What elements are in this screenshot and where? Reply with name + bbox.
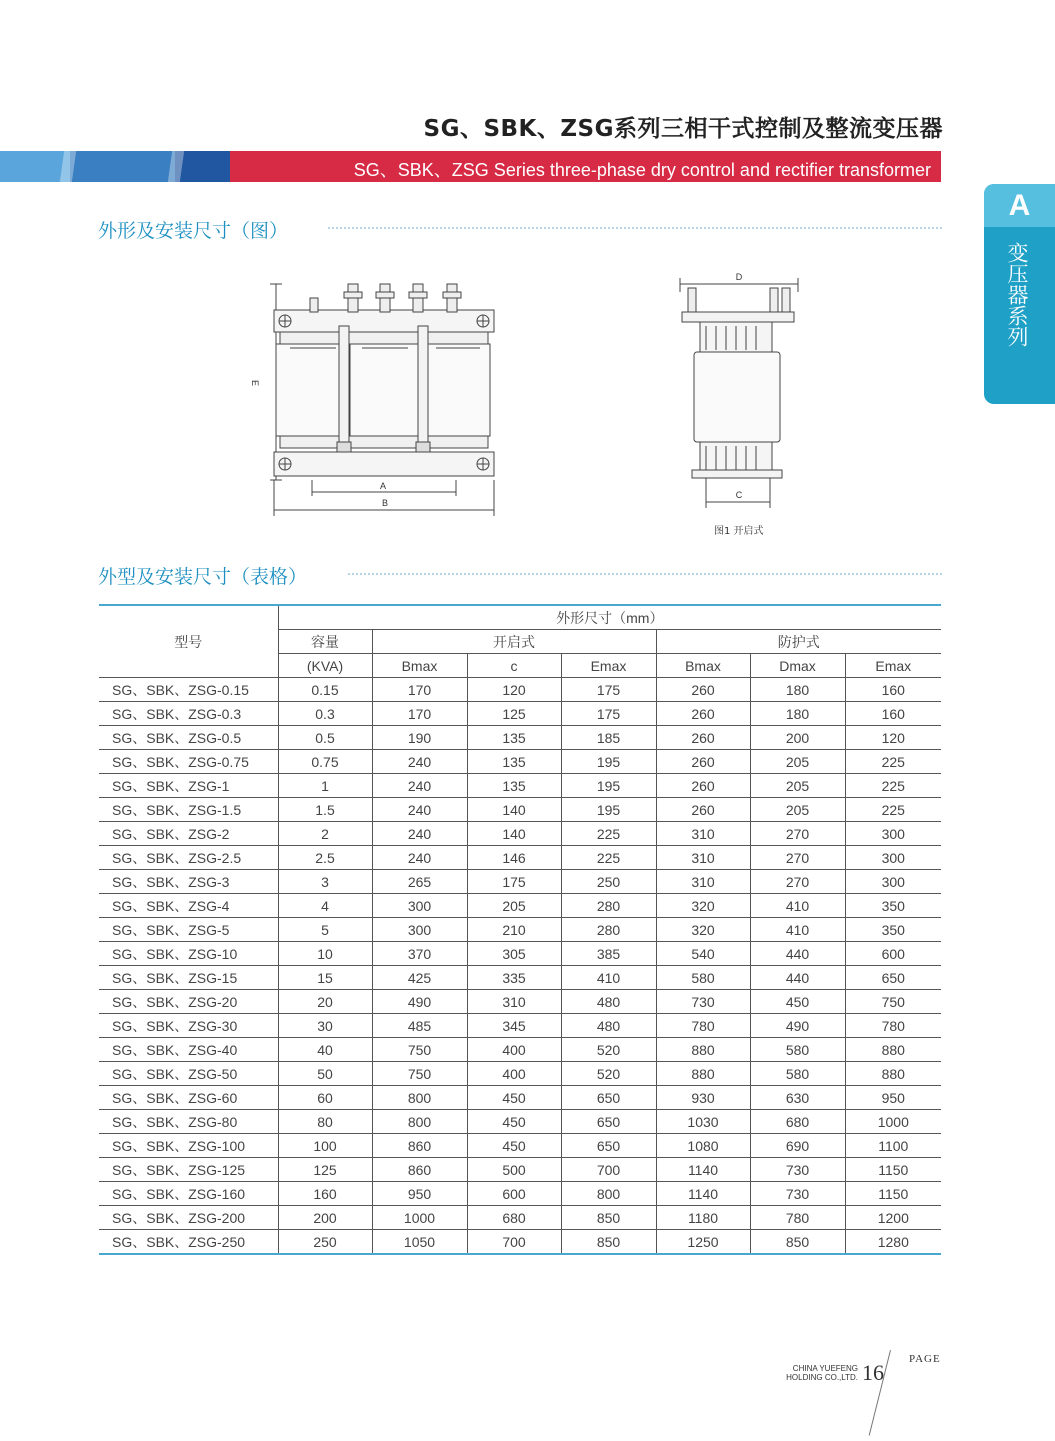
cell-capacity: 1.5	[278, 798, 372, 822]
cell-protect-dmax: 730	[750, 1182, 845, 1206]
cell-protect-dmax: 270	[750, 870, 845, 894]
cell-protect-dmax: 410	[750, 918, 845, 942]
subheader-dmax: Dmax	[750, 654, 845, 678]
cell-protect-bmax: 260	[656, 798, 750, 822]
cell-open-c: 600	[467, 1182, 561, 1206]
cell-protect-emax: 120	[845, 726, 941, 750]
table-row	[99, 1158, 941, 1182]
cell-open-c: 146	[467, 846, 561, 870]
figure-caption: 图1 开启式	[714, 526, 764, 537]
section-divider	[348, 573, 942, 575]
cell-protect-bmax: 880	[656, 1038, 750, 1062]
header-capacity: 容量	[278, 630, 372, 654]
cell-open-emax: 410	[561, 966, 656, 990]
section-divider	[328, 227, 942, 229]
cell-protect-bmax: 1250	[656, 1230, 750, 1255]
cell-protect-emax: 750	[845, 990, 941, 1014]
cell-capacity: 100	[278, 1134, 372, 1158]
cell-open-bmax: 240	[372, 774, 467, 798]
table-row	[99, 1086, 941, 1110]
cell-open-c: 450	[467, 1086, 561, 1110]
cell-model: SG、SBK、ZSG-100	[99, 1134, 278, 1158]
table-row	[99, 678, 941, 702]
cell-protect-bmax: 930	[656, 1086, 750, 1110]
cell-capacity: 0.3	[278, 702, 372, 726]
cell-protect-bmax: 540	[656, 942, 750, 966]
cell-capacity: 5	[278, 918, 372, 942]
cell-protect-emax: 160	[845, 678, 941, 702]
company-name-line: HOLDING CO.,LTD.	[786, 1373, 858, 1382]
cell-open-bmax: 240	[372, 822, 467, 846]
cell-open-c: 335	[467, 966, 561, 990]
cell-protect-dmax: 580	[750, 1062, 845, 1086]
cell-protect-emax: 300	[845, 846, 941, 870]
cell-protect-bmax: 1180	[656, 1206, 750, 1230]
cell-open-bmax: 490	[372, 990, 467, 1014]
cell-capacity: 125	[278, 1158, 372, 1182]
cell-open-c: 135	[467, 726, 561, 750]
cell-open-emax: 280	[561, 918, 656, 942]
cell-open-c: 400	[467, 1038, 561, 1062]
cell-open-bmax: 170	[372, 678, 467, 702]
cell-open-c: 210	[467, 918, 561, 942]
cell-protect-dmax: 270	[750, 846, 845, 870]
table-row	[99, 894, 941, 918]
cell-open-bmax: 265	[372, 870, 467, 894]
cell-protect-emax: 1280	[845, 1230, 941, 1255]
cell-protect-dmax: 410	[750, 894, 845, 918]
company-name-line: CHINA YUEFENG	[792, 1364, 858, 1373]
cell-model: SG、SBK、ZSG-5	[99, 918, 278, 942]
header-open-type: 开启式	[372, 630, 656, 654]
cell-protect-emax: 300	[845, 822, 941, 846]
subheader-emax: Emax	[845, 654, 941, 678]
cell-capacity: 2.5	[278, 846, 372, 870]
cell-protect-dmax: 680	[750, 1110, 845, 1134]
cell-open-bmax: 240	[372, 750, 467, 774]
cell-protect-emax: 225	[845, 774, 941, 798]
cell-protect-bmax: 780	[656, 1014, 750, 1038]
cell-open-bmax: 750	[372, 1062, 467, 1086]
cell-protect-bmax: 1140	[656, 1182, 750, 1206]
cell-protect-bmax: 730	[656, 990, 750, 1014]
cell-protect-bmax: 310	[656, 822, 750, 846]
transformer-drawing	[240, 270, 820, 550]
cell-open-bmax: 950	[372, 1182, 467, 1206]
cell-open-bmax: 190	[372, 726, 467, 750]
cell-protect-dmax: 200	[750, 726, 845, 750]
cell-protect-dmax: 450	[750, 990, 845, 1014]
table-row	[99, 750, 941, 774]
cell-protect-bmax: 1140	[656, 1158, 750, 1182]
cell-protect-dmax: 270	[750, 822, 845, 846]
header-dimensions: 外形尺寸（mm）	[278, 605, 941, 630]
cell-protect-bmax: 260	[656, 702, 750, 726]
cell-capacity: 10	[278, 942, 372, 966]
cell-protect-emax: 880	[845, 1062, 941, 1086]
side-tab-label: 变压器系列	[1005, 242, 1029, 347]
cell-capacity: 40	[278, 1038, 372, 1062]
cell-open-c: 205	[467, 894, 561, 918]
page-subtitle-en: SG、SBK、ZSG Series three-phase dry control and rectifier transformer	[353, 160, 931, 180]
cell-protect-dmax: 730	[750, 1158, 845, 1182]
cell-open-emax: 185	[561, 726, 656, 750]
page-label: PAGE	[909, 1353, 941, 1365]
table-row	[99, 1206, 941, 1230]
cell-capacity: 4	[278, 894, 372, 918]
cell-open-emax: 700	[561, 1158, 656, 1182]
cell-open-emax: 175	[561, 702, 656, 726]
cell-open-c: 135	[467, 774, 561, 798]
cell-open-c: 310	[467, 990, 561, 1014]
cell-protect-emax: 1150	[845, 1182, 941, 1206]
table-row	[99, 1182, 941, 1206]
dimension-label-a: A	[379, 481, 387, 491]
cell-protect-emax: 650	[845, 966, 941, 990]
header-capacity-unit: (KVA)	[278, 654, 372, 678]
cell-model: SG、SBK、ZSG-2.5	[99, 846, 278, 870]
cell-model: SG、SBK、ZSG-15	[99, 966, 278, 990]
cell-open-emax: 195	[561, 750, 656, 774]
cell-model: SG、SBK、ZSG-0.15	[99, 678, 278, 702]
cell-capacity: 60	[278, 1086, 372, 1110]
cell-capacity: 15	[278, 966, 372, 990]
cell-model: SG、SBK、ZSG-0.75	[99, 750, 278, 774]
cell-open-emax: 520	[561, 1038, 656, 1062]
cell-open-bmax: 240	[372, 846, 467, 870]
cell-protect-bmax: 320	[656, 894, 750, 918]
cell-open-c: 140	[467, 798, 561, 822]
cell-protect-dmax: 180	[750, 702, 845, 726]
cell-open-emax: 195	[561, 798, 656, 822]
cell-capacity: 80	[278, 1110, 372, 1134]
table-row	[99, 1110, 941, 1134]
section-title-drawing: 外形及安装尺寸（图）	[98, 220, 289, 242]
cell-open-emax: 385	[561, 942, 656, 966]
cell-protect-bmax: 260	[656, 678, 750, 702]
cell-protect-emax: 225	[845, 750, 941, 774]
dimension-label-d: D	[735, 272, 743, 282]
cell-capacity: 160	[278, 1182, 372, 1206]
cell-capacity: 0.75	[278, 750, 372, 774]
cell-open-c: 450	[467, 1110, 561, 1134]
cell-protect-bmax: 580	[656, 966, 750, 990]
cell-open-emax: 225	[561, 846, 656, 870]
table-row	[99, 774, 941, 798]
cell-protect-dmax: 205	[750, 774, 845, 798]
cell-open-bmax: 240	[372, 798, 467, 822]
subheader-c: c	[467, 654, 561, 678]
cell-model: SG、SBK、ZSG-80	[99, 1110, 278, 1134]
table-row	[99, 798, 941, 822]
cell-capacity: 30	[278, 1014, 372, 1038]
cell-open-bmax: 750	[372, 1038, 467, 1062]
cell-model: SG、SBK、ZSG-125	[99, 1158, 278, 1182]
table-row	[99, 1014, 941, 1038]
dimension-label-c: C	[735, 490, 743, 500]
cell-open-emax: 850	[561, 1230, 656, 1255]
cell-model: SG、SBK、ZSG-40	[99, 1038, 278, 1062]
cell-protect-emax: 350	[845, 894, 941, 918]
cell-open-emax: 175	[561, 678, 656, 702]
header-protected-type: 防护式	[656, 630, 941, 654]
cell-protect-dmax: 180	[750, 678, 845, 702]
cell-open-c: 680	[467, 1206, 561, 1230]
cell-capacity: 0.5	[278, 726, 372, 750]
cell-protect-bmax: 880	[656, 1062, 750, 1086]
cell-protect-dmax: 440	[750, 966, 845, 990]
dimension-label-b: B	[381, 498, 389, 508]
cell-protect-dmax: 780	[750, 1206, 845, 1230]
cell-protect-bmax: 260	[656, 726, 750, 750]
table-row	[99, 1230, 941, 1255]
cell-model: SG、SBK、ZSG-160	[99, 1182, 278, 1206]
table-row	[99, 726, 941, 750]
table-row	[99, 918, 941, 942]
cell-open-emax: 650	[561, 1134, 656, 1158]
cell-protect-dmax: 690	[750, 1134, 845, 1158]
cell-protect-emax: 350	[845, 918, 941, 942]
cell-open-emax: 800	[561, 1182, 656, 1206]
company-name	[780, 1364, 858, 1382]
cell-protect-emax: 880	[845, 1038, 941, 1062]
cell-protect-emax: 950	[845, 1086, 941, 1110]
cell-protect-emax: 1000	[845, 1110, 941, 1134]
cell-protect-bmax: 1030	[656, 1110, 750, 1134]
cell-model: SG、SBK、ZSG-60	[99, 1086, 278, 1110]
cell-open-bmax: 170	[372, 702, 467, 726]
cell-open-bmax: 300	[372, 918, 467, 942]
table-row	[99, 966, 941, 990]
cell-open-bmax: 1050	[372, 1230, 467, 1255]
cell-open-emax: 850	[561, 1206, 656, 1230]
cell-model: SG、SBK、ZSG-0.5	[99, 726, 278, 750]
table-row	[99, 942, 941, 966]
cell-open-c: 450	[467, 1134, 561, 1158]
cell-protect-bmax: 320	[656, 918, 750, 942]
cell-open-c: 175	[467, 870, 561, 894]
page-number: 16	[862, 1360, 884, 1385]
cell-protect-emax: 1100	[845, 1134, 941, 1158]
table-row	[99, 870, 941, 894]
cell-model: SG、SBK、ZSG-50	[99, 1062, 278, 1086]
table-row	[99, 702, 941, 726]
cell-protect-emax: 300	[845, 870, 941, 894]
cell-protect-emax: 1200	[845, 1206, 941, 1230]
cell-open-bmax: 425	[372, 966, 467, 990]
table-row	[99, 1038, 941, 1062]
cell-protect-bmax: 260	[656, 750, 750, 774]
cell-protect-emax: 1150	[845, 1158, 941, 1182]
header-model: 型号	[99, 605, 278, 678]
cell-protect-dmax: 850	[750, 1230, 845, 1255]
table-row	[99, 822, 941, 846]
cell-protect-bmax: 310	[656, 846, 750, 870]
cell-open-bmax: 800	[372, 1110, 467, 1134]
cell-open-c: 305	[467, 942, 561, 966]
cell-protect-dmax: 205	[750, 798, 845, 822]
cell-model: SG、SBK、ZSG-10	[99, 942, 278, 966]
side-tab-letter: A	[984, 184, 1055, 227]
table-row	[99, 1134, 941, 1158]
subheader-bmax: Bmax	[372, 654, 467, 678]
cell-open-bmax: 800	[372, 1086, 467, 1110]
cell-protect-emax: 160	[845, 702, 941, 726]
cell-capacity: 0.15	[278, 678, 372, 702]
cell-model: SG、SBK、ZSG-30	[99, 1014, 278, 1038]
cell-protect-bmax: 1080	[656, 1134, 750, 1158]
cell-model: SG、SBK、ZSG-250	[99, 1230, 278, 1255]
cell-capacity: 1	[278, 774, 372, 798]
cell-open-emax: 225	[561, 822, 656, 846]
cell-open-emax: 195	[561, 774, 656, 798]
cell-protect-dmax: 490	[750, 1014, 845, 1038]
cell-open-c: 140	[467, 822, 561, 846]
cell-capacity: 200	[278, 1206, 372, 1230]
cell-protect-emax: 600	[845, 942, 941, 966]
cell-model: SG、SBK、ZSG-0.3	[99, 702, 278, 726]
cell-open-bmax: 860	[372, 1134, 467, 1158]
table-row	[99, 1062, 941, 1086]
cell-protect-bmax: 260	[656, 774, 750, 798]
cell-open-emax: 280	[561, 894, 656, 918]
cell-open-emax: 480	[561, 990, 656, 1014]
cell-open-c: 135	[467, 750, 561, 774]
cell-model: SG、SBK、ZSG-200	[99, 1206, 278, 1230]
subheader-emax: Emax	[561, 654, 656, 678]
cell-protect-bmax: 310	[656, 870, 750, 894]
cell-open-emax: 480	[561, 1014, 656, 1038]
cell-capacity: 20	[278, 990, 372, 1014]
dimension-table	[99, 604, 941, 1255]
category-side-tab[interactable]	[984, 184, 1055, 404]
dimension-label-e: E	[250, 380, 260, 387]
cell-open-emax: 520	[561, 1062, 656, 1086]
cell-open-emax: 250	[561, 870, 656, 894]
cell-open-bmax: 485	[372, 1014, 467, 1038]
cell-model: SG、SBK、ZSG-2	[99, 822, 278, 846]
cell-open-c: 120	[467, 678, 561, 702]
cell-protect-emax: 780	[845, 1014, 941, 1038]
cell-protect-dmax: 580	[750, 1038, 845, 1062]
cell-open-emax: 650	[561, 1110, 656, 1134]
cell-open-c: 345	[467, 1014, 561, 1038]
cell-open-c: 700	[467, 1230, 561, 1255]
cell-capacity: 3	[278, 870, 372, 894]
cell-open-bmax: 370	[372, 942, 467, 966]
cell-capacity: 50	[278, 1062, 372, 1086]
cell-capacity: 2	[278, 822, 372, 846]
cell-protect-dmax: 630	[750, 1086, 845, 1110]
cell-open-bmax: 1000	[372, 1206, 467, 1230]
cell-open-bmax: 860	[372, 1158, 467, 1182]
side-view	[680, 278, 798, 508]
cell-protect-dmax: 440	[750, 942, 845, 966]
cell-open-emax: 650	[561, 1086, 656, 1110]
cell-open-c: 500	[467, 1158, 561, 1182]
cell-protect-dmax: 205	[750, 750, 845, 774]
section-title-table: 外型及安装尺寸（表格）	[98, 566, 308, 588]
cell-model: SG、SBK、ZSG-4	[99, 894, 278, 918]
table-header-row	[99, 605, 941, 630]
cell-model: SG、SBK、ZSG-20	[99, 990, 278, 1014]
cell-model: SG、SBK、ZSG-3	[99, 870, 278, 894]
table-row	[99, 990, 941, 1014]
cell-protect-emax: 225	[845, 798, 941, 822]
cell-model: SG、SBK、ZSG-1.5	[99, 798, 278, 822]
cell-open-c: 125	[467, 702, 561, 726]
cell-capacity: 250	[278, 1230, 372, 1255]
subheader-bmax: Bmax	[656, 654, 750, 678]
table-row	[99, 846, 941, 870]
cell-open-c: 400	[467, 1062, 561, 1086]
cell-open-bmax: 300	[372, 894, 467, 918]
cell-model: SG、SBK、ZSG-1	[99, 774, 278, 798]
page-title: SG、SBK、ZSG系列三相干式控制及整流变压器	[423, 116, 943, 142]
